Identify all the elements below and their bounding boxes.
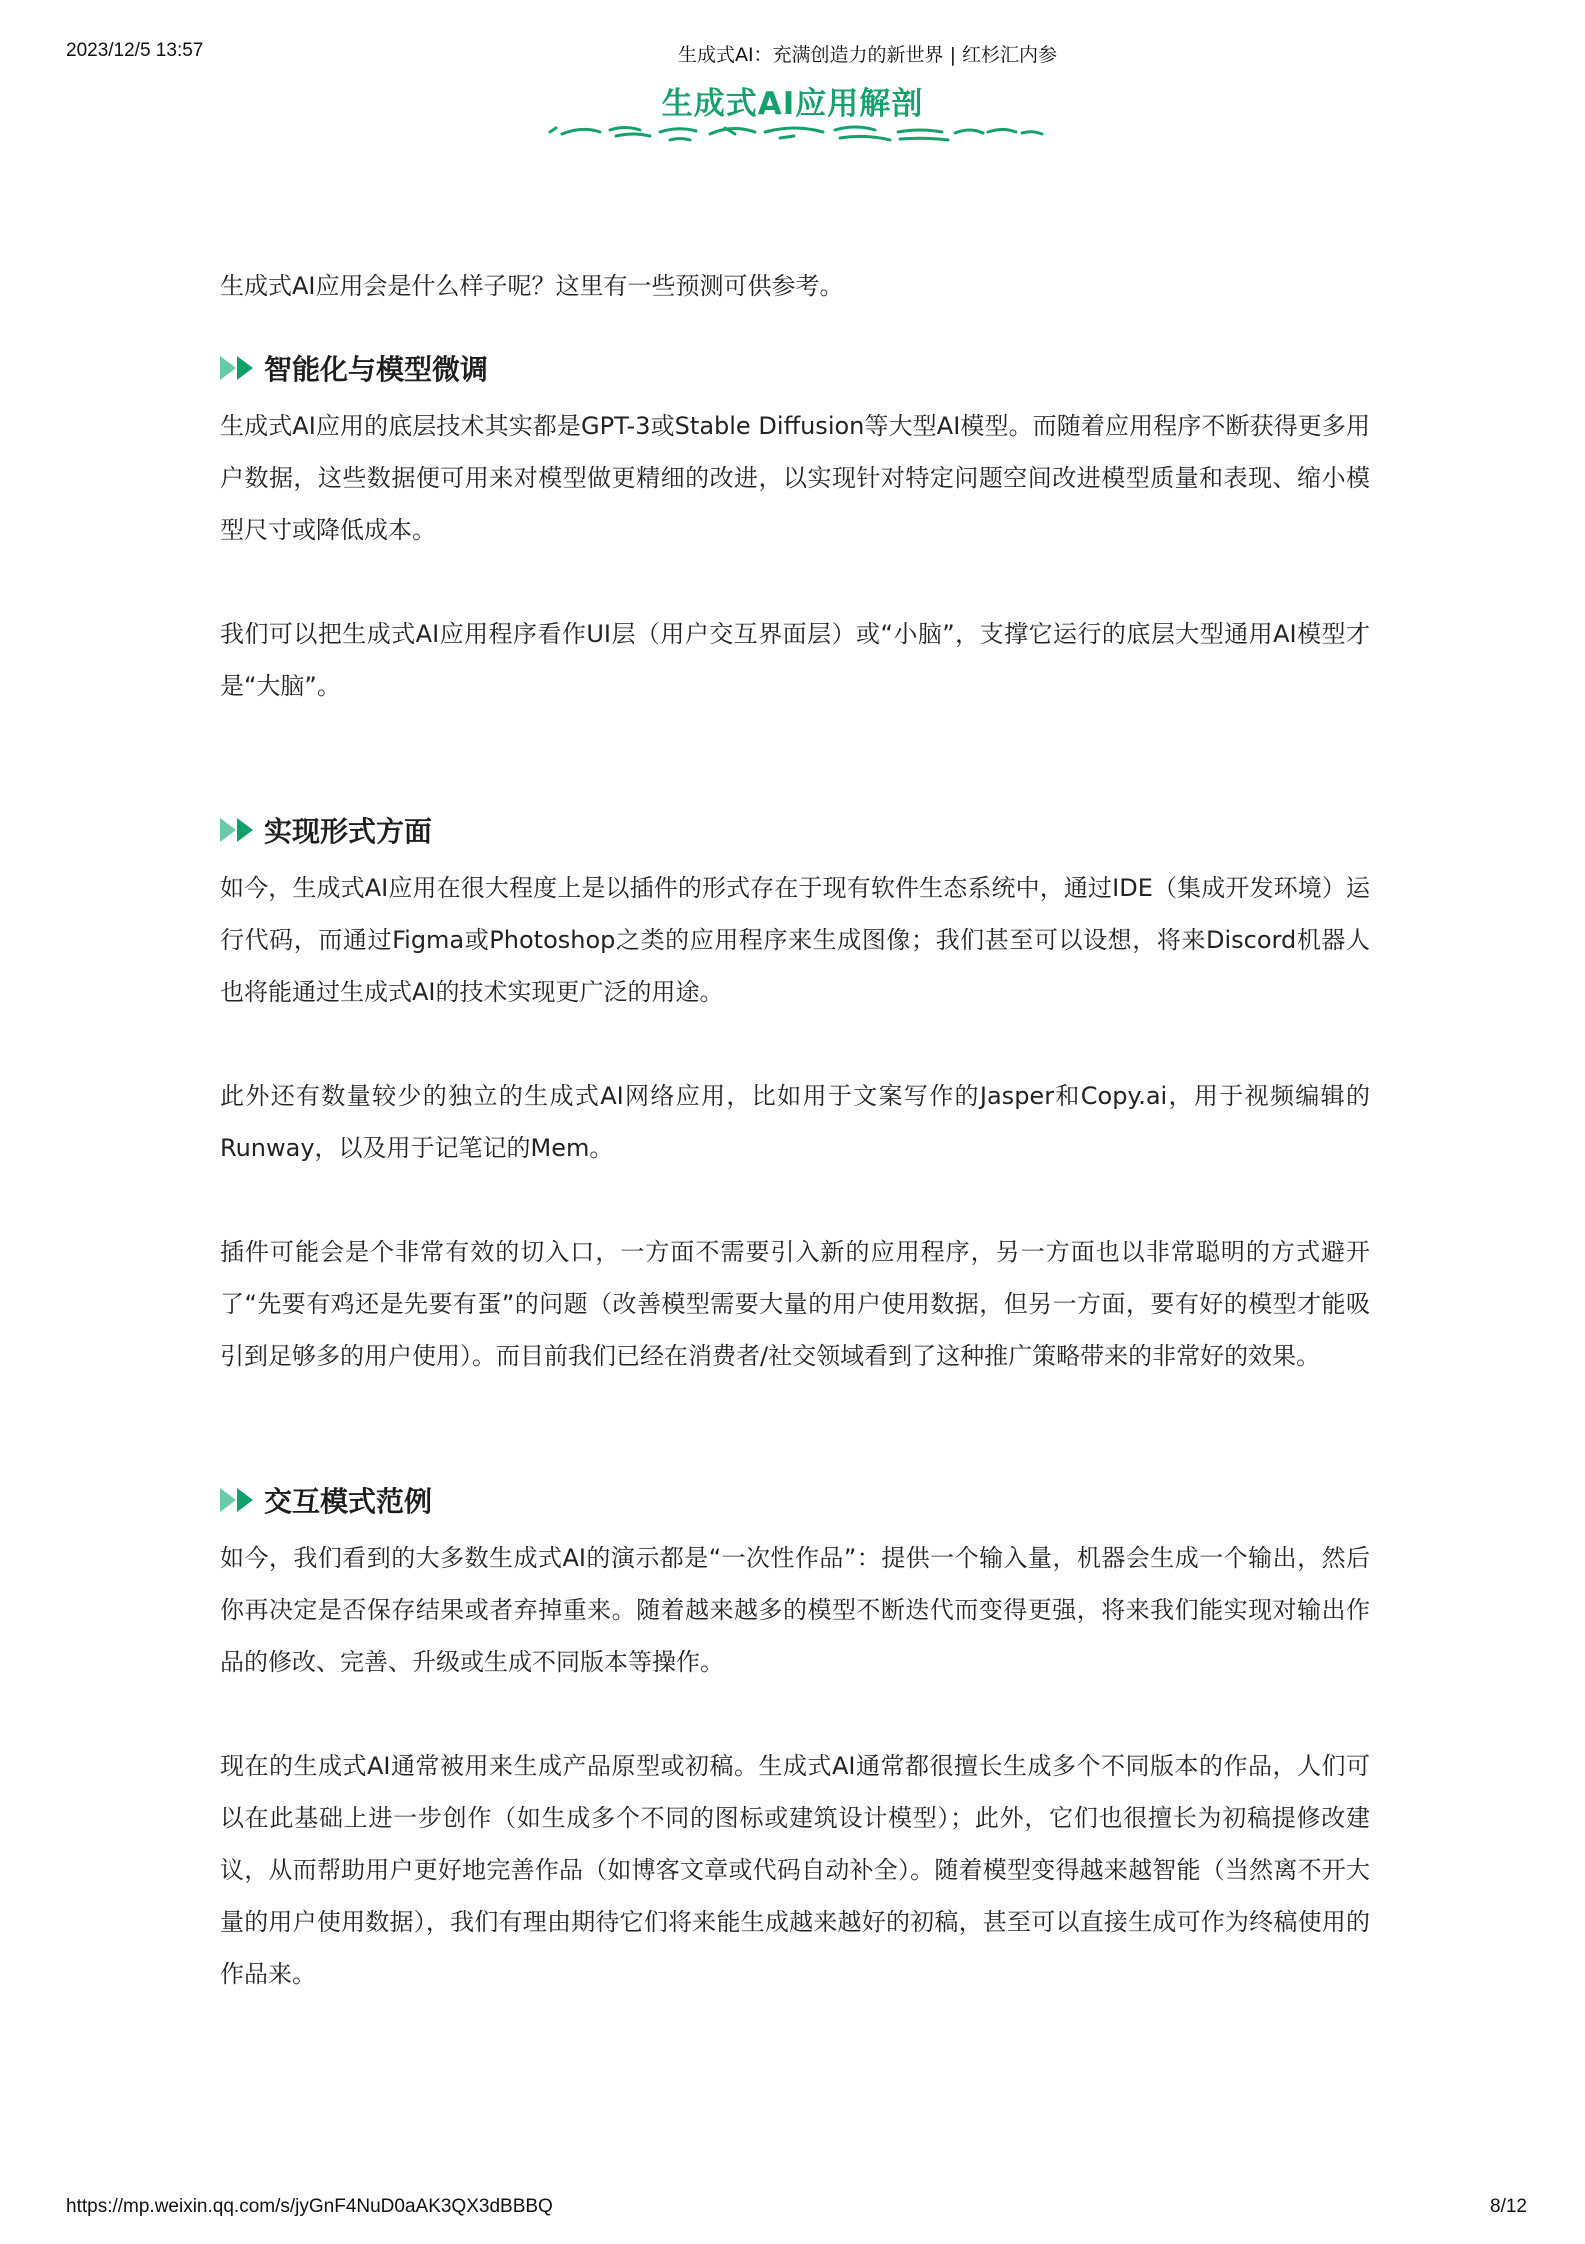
section-heading — [220, 344, 1370, 392]
section-heading-text: 智能化与模型微调 — [264, 353, 489, 386]
print-footer-page-indicator: 8/12 — [1490, 2196, 1527, 2217]
section-heading — [220, 1476, 1370, 1524]
double-triangle-icon — [220, 355, 258, 381]
paragraph: 生成式AI应用的底层技术其实都是GPT-3或Stable Diffusion等大型AI模型。而随着应用程序不断获得更多用户数据，这些数据便可用来对模型做更精细的改进，以实现针对特定问题空间改进模型质量和表现、缩小模型尺寸或降低成本。 — [220, 412, 1370, 544]
brush-stroke-decoration-icon — [540, 118, 1050, 148]
paragraph: 如今，生成式AI应用在很大程度上是以插件的形式存在于现有软件生态系统中，通过IDE（集成开发环境）运行代码，而通过Figma或Photoshop之类的应用程序来生成图像；我们甚至可以设想，将来Discord机器人也将能通过生成式AI的技术实现更广泛的用途。 — [220, 874, 1370, 1006]
paragraph: 插件可能会是个非常有效的切入口，一方面不需要引入新的应用程序，另一方面也以非常聪明的方式避开了“先要有鸡还是先要有蛋”的问题（改善模型需要大量的用户使用数据，但另一方面，要有好的模型才能吸引到足够多的用户使用）。而目前我们已经在消费者/社交领域看到了这种推广策略带来的非常好的效果。 — [220, 1238, 1370, 1370]
section-banner — [0, 78, 1585, 123]
print-header-datetime: 2023/12/5 13:57 — [66, 40, 204, 61]
intro-paragraph: 生成式AI应用会是什么样子呢？这里有一些预测可供参考。 — [220, 272, 844, 300]
double-triangle-icon — [220, 1487, 258, 1513]
section-heading — [220, 806, 1370, 854]
double-triangle-icon — [220, 817, 258, 843]
paragraph: 如今，我们看到的大多数生成式AI的演示都是“一次性作品”：提供一个输入量，机器会生成一个输出，然后你再决定是否保存结果或者弃掉重来。随着越来越多的模型不断迭代而变得更强，将来我们能实现对输出作品的修改、完善、升级或生成不同版本等操作。 — [220, 1544, 1370, 1676]
paragraph: 现在的生成式AI通常被用来生成产品原型或初稿。生成式AI通常都很擅长生成多个不同版本的作品，人们可以在此基础上进一步创作（如生成多个不同的图标或建筑设计模型）；此外，它们也很擅长为初稿提修改建议，从而帮助用户更好地完善作品（如博客文章或代码自动补全）。随着模型变得越来越智能（当然离不开大量的用户使用数据），我们有理由期待它们将来能生成越来越好的初稿，甚至可以直接生成可作为终稿使用的作品来。 — [220, 1752, 1370, 1988]
section-heading-text: 实现形式方面 — [264, 815, 433, 848]
banner-title: 生成式AI应用解剖 — [661, 86, 924, 122]
print-header-page-title: 生成式AI：充满创造力的新世界 | 红杉汇内参 — [677, 44, 1058, 66]
paragraph: 此外还有数量较少的独立的生成式AI网络应用，比如用于文案写作的Jasper和Copy.ai，用于视频编辑的Runway，以及用于记笔记的Mem。 — [220, 1082, 1370, 1162]
paragraph: 我们可以把生成式AI应用程序看作UI层（用户交互界面层）或“小脑”，支撑它运行的底层大型通用AI模型才是“大脑”。 — [220, 620, 1370, 700]
section-heading-text: 交互模式范例 — [264, 1485, 433, 1518]
print-footer-url: https://mp.weixin.qq.com/s/jyGnF4NuD0aAK3QX3dBBBQ — [66, 2196, 553, 2217]
article-content — [220, 262, 1370, 2000]
